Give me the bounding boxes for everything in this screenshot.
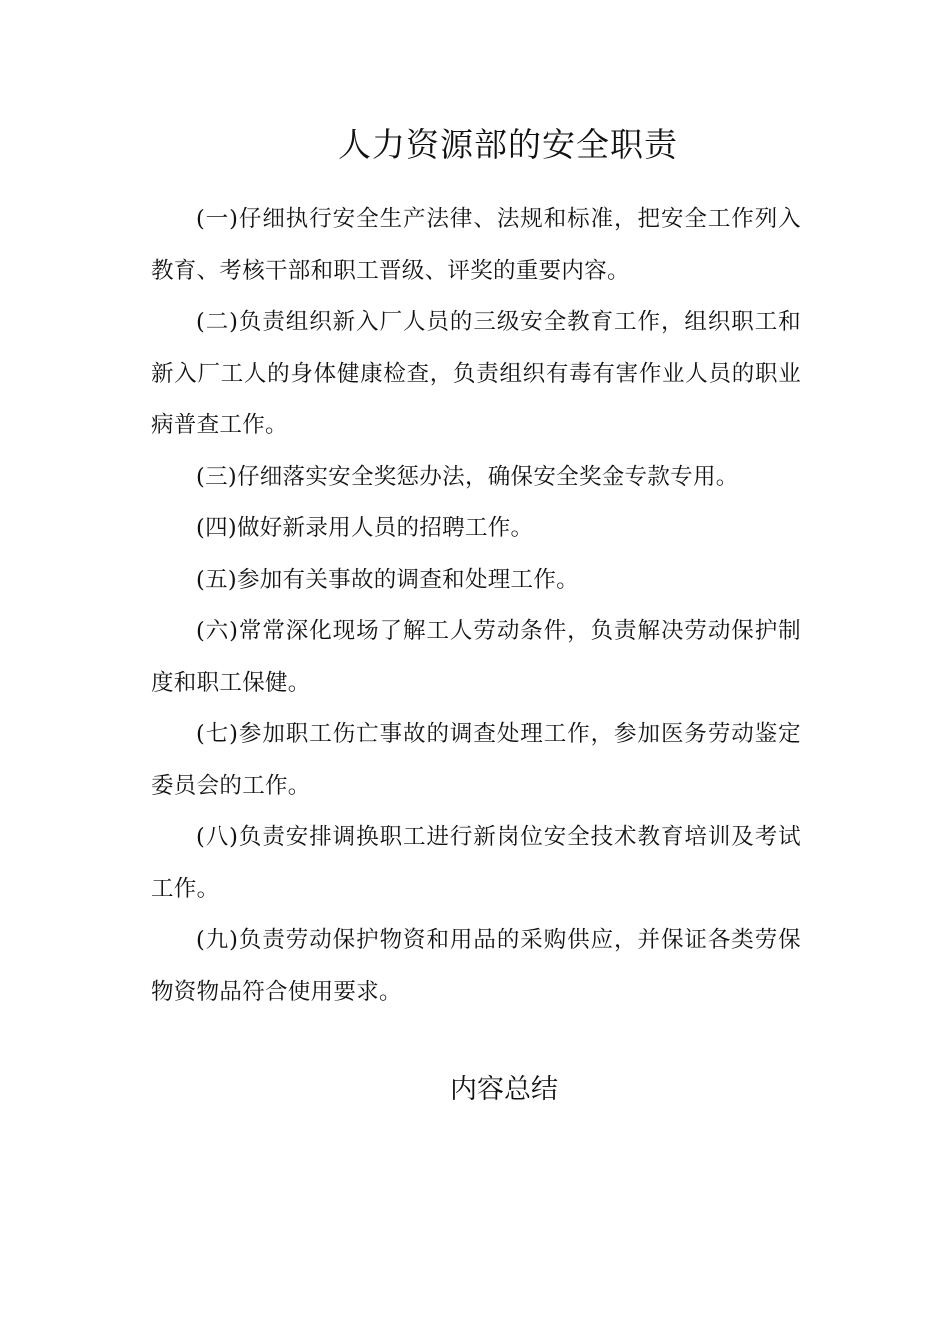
page-title: 人力资源部的安全职责 (338, 125, 678, 164)
document-body (151, 194, 801, 1018)
paragraph-3: (三)仔细落实安全奖惩办法，确保安全奖金专款专用。 (196, 463, 739, 490)
paragraph-5: (五)参加有关事故的调查和处理工作。 (196, 566, 579, 593)
paragraph-9: (九)负责劳动保护物资和用品的采购供应，并保证各类劳保物资物品符合使用要求。 (151, 927, 801, 1005)
paragraph-7: (七)参加职工伤亡事故的调查处理工作，参加医务劳动鉴定委员会的工作。 (151, 721, 801, 799)
paragraph-6: (六)常常深化现场了解工人劳动条件，负责解决劳动保护制度和职工保健。 (151, 618, 801, 696)
paragraph-2: (二)负责组织新入厂人员的三级安全教育工作，组织职工和新入厂工人的身体健康检查，负责组织有毒有害作业人员的职业病普查工作。 (151, 309, 801, 438)
paragraph-8: (八)负责安排调换职工进行新岗位安全技术教育培训及考试工作。 (151, 824, 801, 902)
paragraph-4: (四)做好新录用人员的招聘工作。 (196, 515, 534, 541)
paragraph-1: (一)仔细执行安全生产法律、法规和标准，把安全工作列入教育、考核干部和职工晋级、评奖的重要内容。 (151, 206, 801, 284)
summary-heading: 内容总结 (450, 1074, 558, 1105)
